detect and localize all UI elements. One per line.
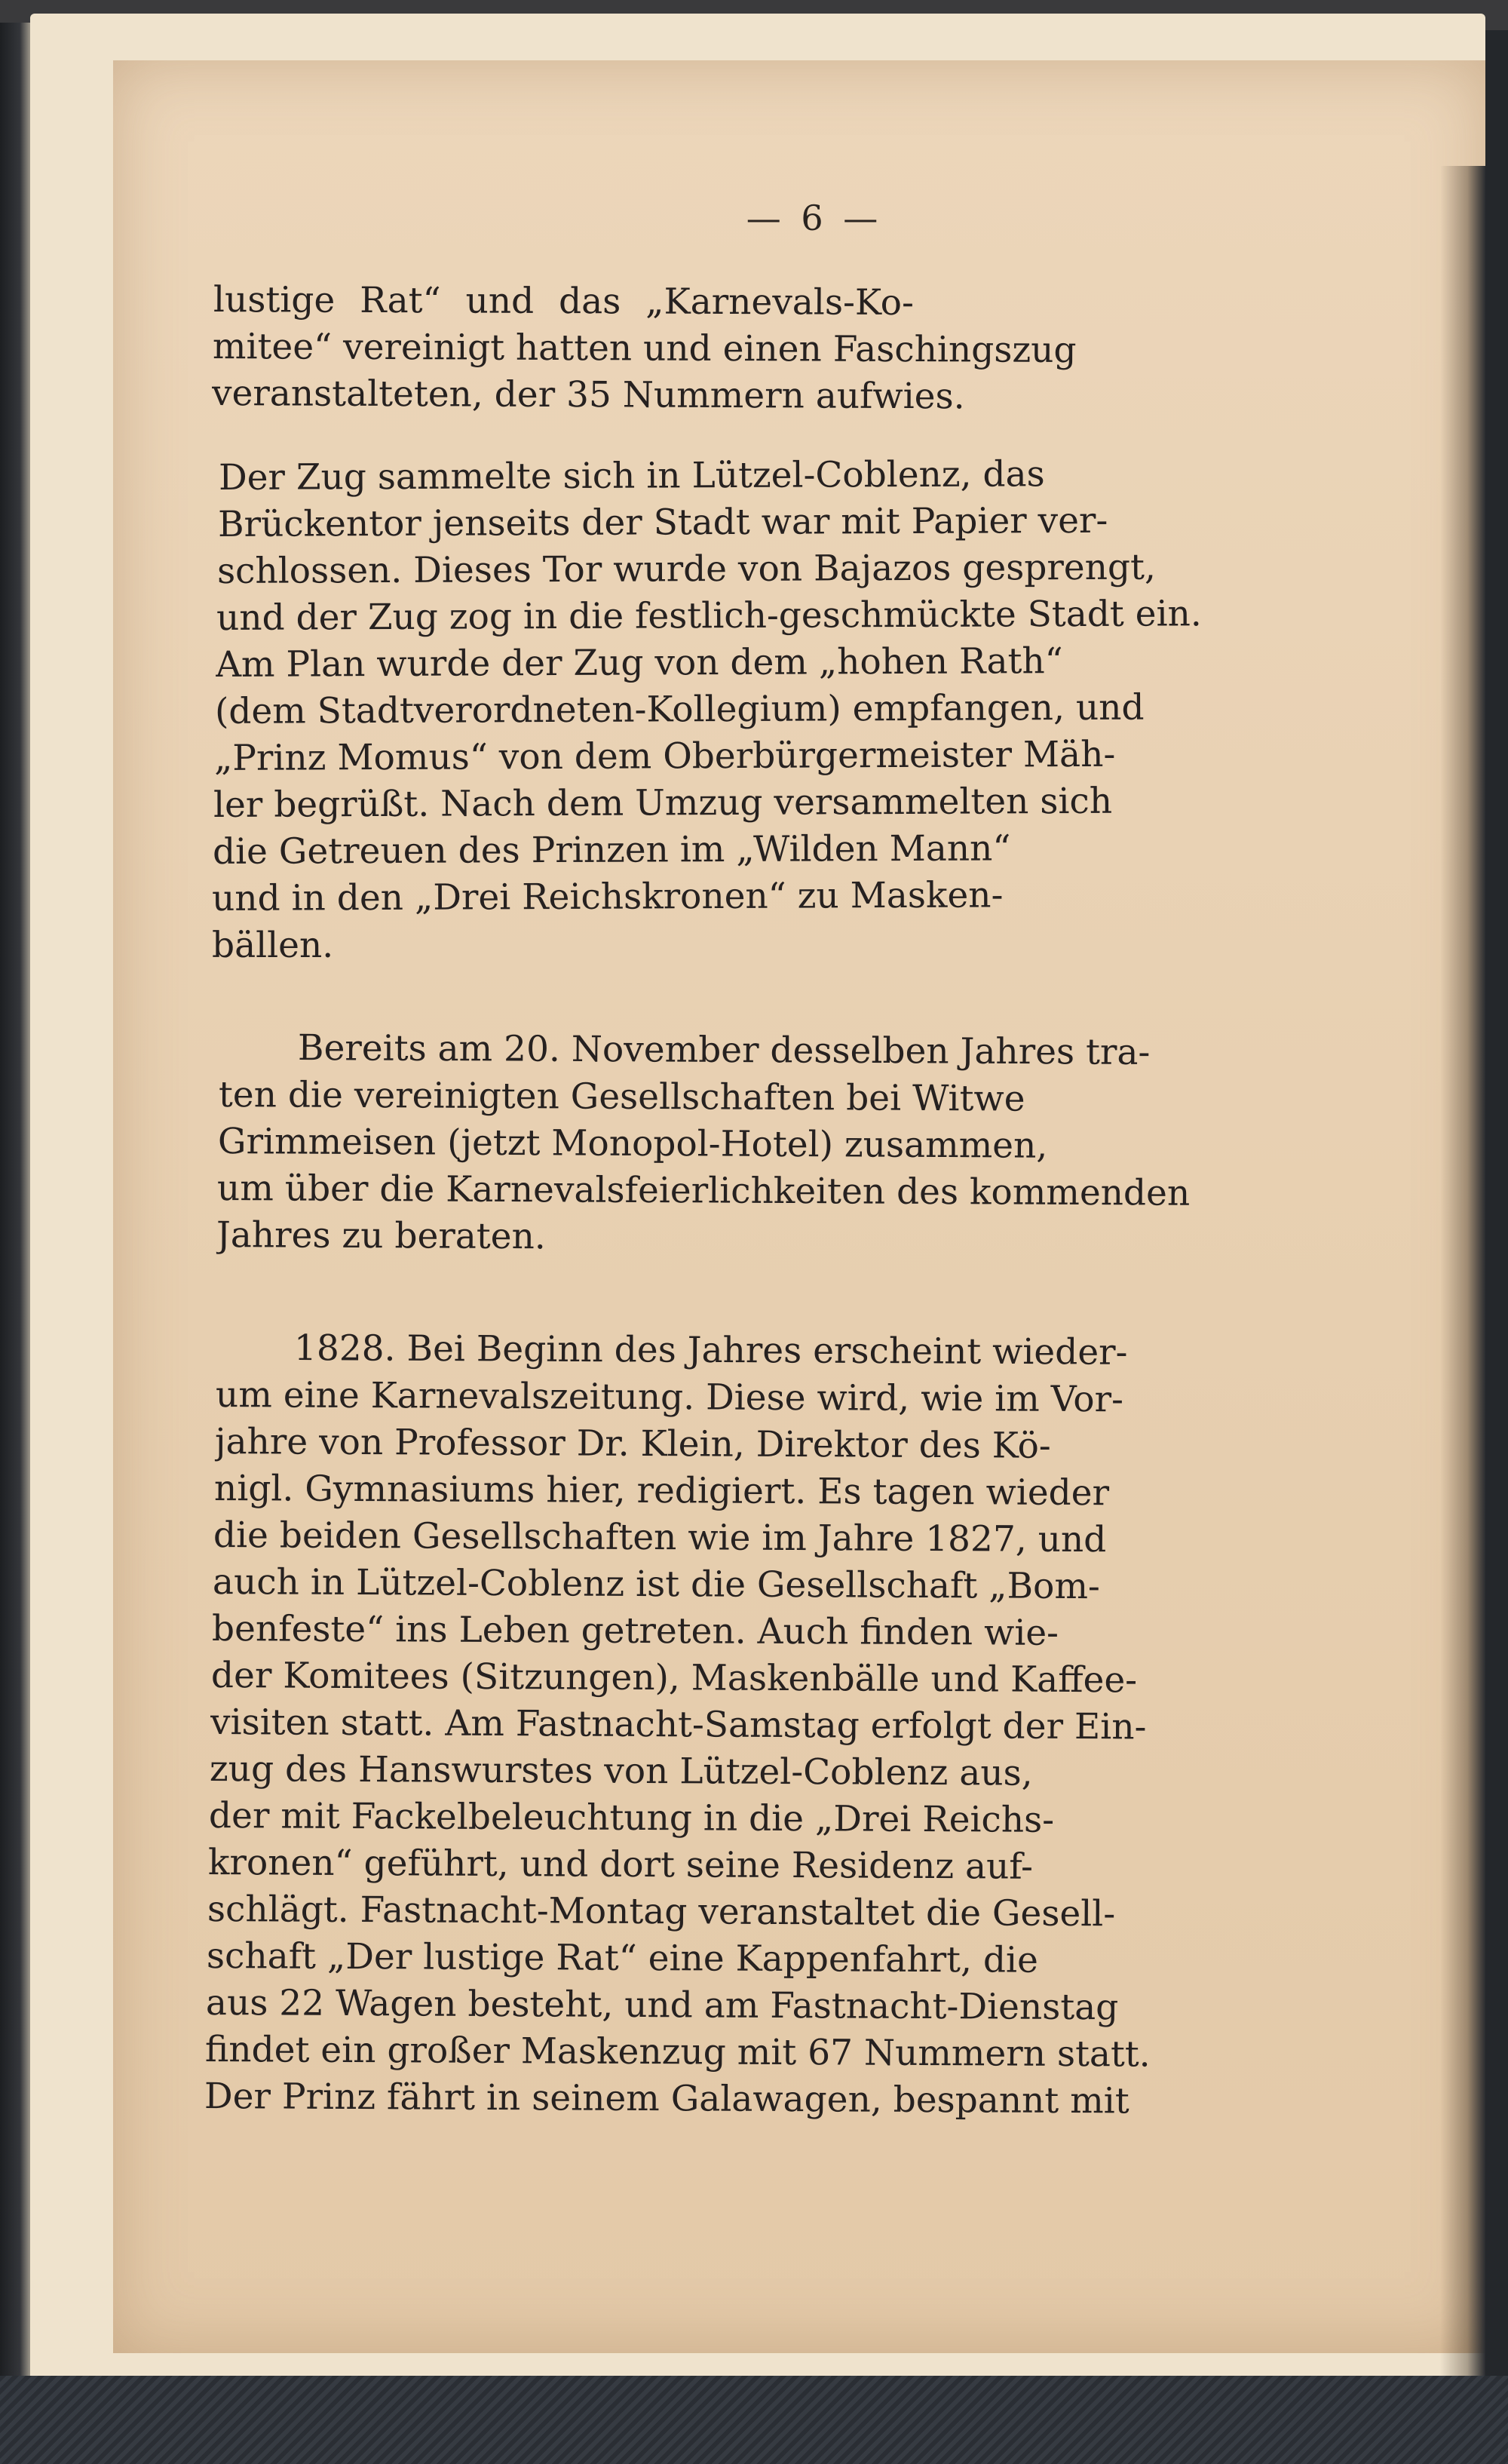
text-line: „Prinz Momus“ von dem Oberbürgermeister Mäh-: [213, 733, 1116, 779]
text-line: 1828. Bei Beginn des Jahres erscheint wieder-: [293, 1327, 1128, 1373]
page-number: — 6 —: [746, 198, 883, 238]
text-line: und in den „Drei Reichskronen“ zu Masken-: [211, 874, 1004, 919]
text-line: schlägt. Fastnacht-Montag veranstaltet die Gesell-: [207, 1889, 1116, 1935]
text-line: veranstalteten, der 35 Nummern aufwies.: [211, 373, 965, 418]
text-line: zug des Hanswurstes von Lützel-Coblenz aus,: [209, 1748, 1033, 1794]
text-line: Der Zug sammelte sich in Lützel-Coblenz, das: [218, 453, 1045, 499]
text-line: Brückentor jenseits der Stadt war mit Papier ver-: [217, 499, 1108, 545]
text-line: kronen“ geführt, und dort seine Residenz auf-: [207, 1842, 1034, 1888]
book-cover-cloth: [0, 2376, 1508, 2464]
text-line: lustige Rat“ und das „Karnevals-Ko-: [213, 279, 915, 324]
page-fold-shadow: [1440, 166, 1485, 2398]
text-line: findet ein großer Maskenzug mit 67 Nummern statt.: [204, 2029, 1151, 2076]
text-line: die Getreuen des Prinzen im „Wilden Mann“: [212, 827, 1011, 873]
text-line: schlossen. Dieses Tor wurde von Bajazos gesprengt,: [216, 546, 1156, 592]
text-line: um über die Karnevalsfeierlichkeiten des kommenden: [216, 1168, 1191, 1214]
book-spine: [0, 23, 33, 2383]
text-line: bällen.: [212, 925, 334, 966]
text-line: mitee“ vereinigt hatten und einen Faschingszug: [212, 326, 1077, 371]
text-line: die beiden Gesellschaften wie im Jahre 1827, und: [213, 1514, 1107, 1561]
text-line: auch in Lützel-Coblenz ist die Gesellschaft „Bom-: [212, 1561, 1101, 1608]
text-line: Bereits am 20. November desselben Jahres tra-: [297, 1027, 1151, 1073]
text-line: Der Prinz fährt in seinem Galawagen, bespannt mit: [204, 2076, 1129, 2122]
text-line: (dem Stadtverordneten-Kollegium) empfangen, und: [214, 686, 1145, 732]
text-line: jahre von Professor Dr. Klein, Direktor des Kö-: [214, 1421, 1051, 1467]
text-line: der mit Fackelbeleuchtung in die „Drei Reichs-: [208, 1795, 1055, 1841]
text-line: ler begrüßt. Nach dem Umzug versammelten sich: [213, 780, 1113, 826]
text-line: aus 22 Wagen besteht, und am Fastnacht-Dienstag: [205, 1982, 1119, 2029]
text-line: ten die vereinigten Gesellschaften bei Witwe: [218, 1074, 1025, 1120]
text-line: schaft „Der lustige Rat“ eine Kappenfahrt, die: [206, 1935, 1038, 1981]
text-line: Grimmeisen (jetzt Monopol-Hotel) zusammen,: [217, 1121, 1048, 1167]
text-line: visiten statt. Am Fastnacht-Samstag erfolgt der Ein-: [210, 1701, 1147, 1748]
text-line: und der Zug zog in die festlich-geschmückte Stadt ein.: [216, 593, 1202, 639]
text-line: um eine Karnevalszeitung. Diese wird, wie im Vor-: [215, 1374, 1124, 1421]
text-line: benfeste“ ins Leben getreten. Auch finden wie-: [211, 1608, 1059, 1654]
text-line: der Komitees (Sitzungen), Maskenbälle und Kaffee-: [210, 1655, 1138, 1701]
text-line: Am Plan wurde der Zug von dem „hohen Rath“: [215, 640, 1063, 686]
text-line: nigl. Gymnasiums hier, redigiert. Es tagen wieder: [213, 1468, 1110, 1514]
text-line: Jahres zu beraten.: [216, 1214, 546, 1258]
